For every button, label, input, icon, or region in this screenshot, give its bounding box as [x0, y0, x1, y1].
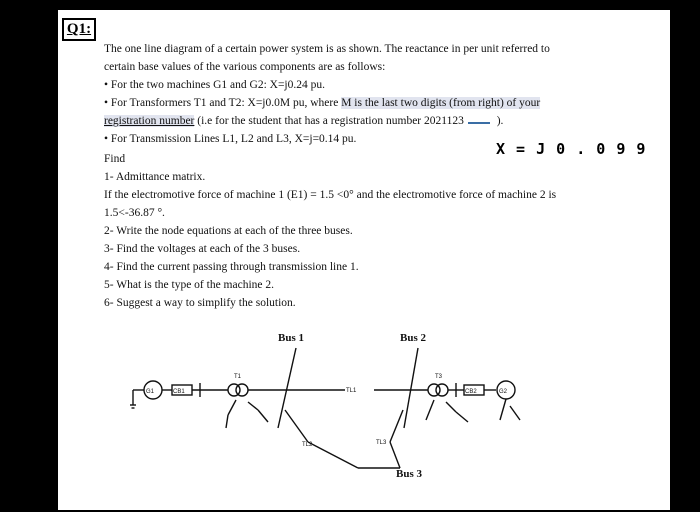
emf-line-2: 1.5<-36.87 °. [104, 207, 165, 219]
g2-label: G2 [499, 389, 508, 395]
bus2-label: Bus 2 [400, 332, 426, 344]
bus3-label: Bus 3 [396, 468, 422, 480]
lines-reactance: • For Transmission Lines L1, L2 and L3, X=j=0.14 pu. [104, 133, 357, 145]
question-tag: Q1: [62, 18, 96, 41]
tl3-label: TL3 [376, 440, 387, 446]
registration-close: ). [493, 115, 504, 127]
handwritten-x-value: X = J 0 . 0 9 9 [496, 140, 647, 158]
tl3-line [390, 410, 403, 442]
bus1-label: Bus 1 [278, 332, 304, 344]
registration-example: (i.e for the student that has a registration number 2021123 [194, 115, 464, 127]
task-4: 4- Find the current passing through transmission line 1. [104, 261, 359, 273]
task-5: 5- What is the type of the machine 2. [104, 279, 275, 291]
t3-label: T3 [435, 374, 443, 380]
task-2: 2- Write the node equations at each of the three buses. [104, 225, 353, 237]
transformers-text: • For Transformers T1 and T2: X=j0.0M pu, where [104, 97, 342, 109]
task-1: 1- Admittance matrix. [104, 171, 206, 183]
t1-label: T1 [234, 374, 242, 380]
highlight-registration-number: registration number [104, 115, 195, 127]
intro-line-1: The one line diagram of a certain power system is as shown. The reactance in per unit referred to [104, 43, 550, 55]
emf-line-1: If the electromotive force of machine 1 (E1) = 1.5 <0° and the electromotive force of machine 2 is [104, 189, 557, 201]
document-page [58, 10, 670, 510]
cb1-label: CB1 [173, 389, 185, 395]
t1-winding-b [236, 384, 248, 396]
task-3: 3- Find the voltages at each of the 3 buses. [104, 243, 301, 255]
tl2-line [285, 410, 308, 442]
find-heading: Find [104, 153, 126, 165]
g1-label: G1 [146, 389, 155, 395]
tl2-label: TL2 [302, 442, 313, 448]
tl1-label: TL1 [346, 388, 357, 394]
one-line-diagram [58, 10, 670, 510]
intro-line-2: certain base values of the various components are as follows: [104, 61, 386, 73]
t3-winding-b [436, 384, 448, 396]
bus1-bar [278, 348, 296, 428]
machines-line: • For the two machines G1 and G2: X=j0.24 pu. [104, 79, 325, 91]
bus2-bar [404, 348, 418, 428]
cb2-label: CB2 [465, 389, 477, 395]
task-6: 6- Suggest a way to simplify the solution. [104, 297, 296, 309]
highlight-m-definition: M is the last two digits (from right) of your [341, 97, 541, 109]
